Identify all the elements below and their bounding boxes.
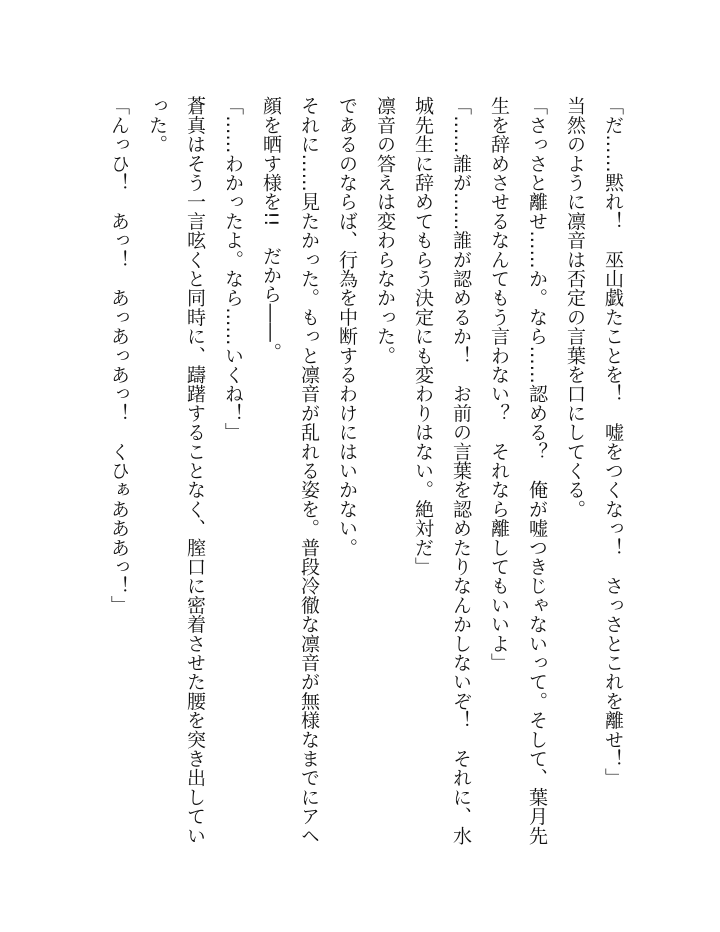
- vertical-text-body: [100, 96, 632, 856]
- paragraph: 当然のように凛音は否定の言葉を口にしてくる。: [564, 96, 586, 519]
- paragraph: それに……見たかった。もっと凛音が乱れる姿を。普段冷徹な凛音が無様なまでにアヘ顔を晒す様を!! だから――。: [260, 96, 320, 845]
- paragraph: 「さっさと離せ……か。なら……認める？ 俺が嘘つきじゃないって。そして、葉月先生を辞めさせるなんてもう言わない？ それなら離してもいいよ」: [488, 96, 548, 845]
- paragraph: 「だ……黙れ！ 巫山戯たことを！ 嘘をつくなっ！ さっさとこれを離せ！」: [602, 96, 624, 788]
- paragraph: 「……誰が……誰が認めるか！ お前の言葉を認めたりなんかしないぞ！ それに、水城先生に辞めてもらう決定にも変わりはない。絶対だ」: [412, 96, 472, 845]
- paragraph: 「んっひ！ あっ！ あっあっあっ！ くひぁあああっ！」: [108, 96, 130, 615]
- paragraph: 「……わかったよ。なら……いくね！」: [222, 96, 244, 442]
- paragraph: であるのならば、行為を中断するわけにはいかない。: [336, 96, 358, 557]
- paragraph: 凛音の答えは変わらなかった。: [374, 96, 396, 365]
- paragraph: 蒼真はそう一言呟くと同時に、躊躇することなく、膣口に密着させた腰を突き出していった。: [146, 96, 206, 845]
